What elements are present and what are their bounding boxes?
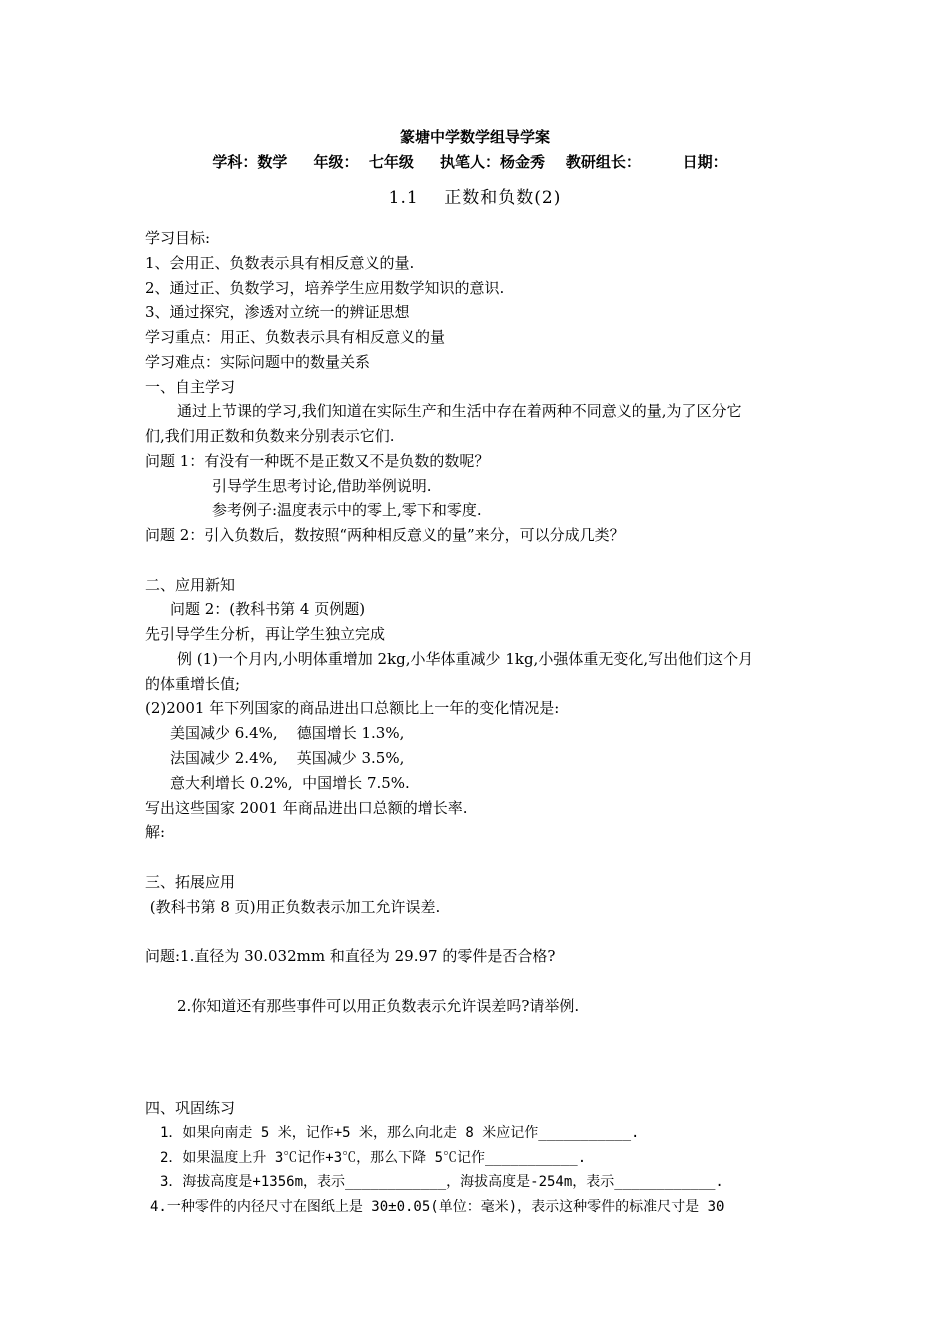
section1-hint1: 引导学生思考讨论,借助举例说明. <box>212 477 432 495</box>
section4-heading: 四、巩固练习 <box>145 1099 236 1117</box>
section2-ask: 写出这些国家 2001 年商品进出口总额的增长率. <box>145 799 468 817</box>
section2-question2: 问题 2：(教科书第 4 页例题) <box>170 600 366 618</box>
section2-guide: 先引导学生分析，再让学生独立完成 <box>145 625 386 643</box>
exercise-2: 2．如果温度上升 3℃记作+3℃，那么下降 5℃记作___________. <box>160 1150 587 1166</box>
objective-item-1: 1、会用正、负数表示具有相反意义的量. <box>145 254 415 272</box>
section2-row3: 意大利增长 0.2%, 中国增长 7.5%. <box>170 774 410 792</box>
section2-row1: 美国减少 6.4%, 德国增长 1.3%, <box>170 724 405 742</box>
objective-item-3: 3、通过探究，渗透对立统一的辨证思想 <box>145 303 410 321</box>
section1-question2: 问题 2：引入负数后，数按照“两种相反意义的量”来分，可以分成几类？ <box>145 526 625 544</box>
section2-answer: 解: <box>145 823 166 841</box>
section3-question2: 2.你知道还有那些事件可以用正负数表示允许误差吗?请举例. <box>177 997 580 1015</box>
section2-example2: (2)2001 年下列国家的商品进出口总额比上一年的变化情况是: <box>145 699 560 717</box>
section2-example1-line1: 例 (1)一个月内,小明体重增加 2kg,小华体重减少 1kg,小强体重无变化,写出他们这个月 <box>177 650 754 668</box>
objective-item-2: 2、通过正、负数学习，培养学生应用数学知识的意识. <box>145 279 505 297</box>
section1-paragraph-line1: 通过上节课的学习,我们知道在实际生产和生活中存在着两种不同意义的量,为了区分它 <box>177 402 742 420</box>
exercise-4: 4.一种零件的内径尺寸在图纸上是 30±0.05(单位：毫米)，表示这种零件的标准尺寸是 30 <box>150 1199 725 1215</box>
section1-hint2: 参考例子:温度表示中的零上,零下和零度. <box>212 501 482 519</box>
section3-reference: (教科书第 8 页)用正负数表示加工允许误差. <box>145 898 441 916</box>
section1-heading: 一、自主学习 <box>145 378 236 396</box>
section2-heading: 二、应用新知 <box>145 576 236 594</box>
section2-example1-line2: 的体重增长值; <box>145 675 241 693</box>
difficulty: 学习难点：实际问题中的数量关系 <box>145 353 371 371</box>
key-point: 学习重点：用正、负数表示具有相反意义的量 <box>145 328 446 346</box>
exercise-3: 3．海拔高度是+1356m，表示____________，海拔高度是-254m，表示____________. <box>160 1174 724 1190</box>
section3-heading: 三、拓展应用 <box>145 873 236 891</box>
lesson-title: 1.1 正数和负数(2) <box>388 188 562 208</box>
section1-question1: 问题 1：有没有一种既不是正数又不是负数的数呢？ <box>145 452 490 470</box>
section2-row2: 法国减少 2.4%, 英国减少 3.5%, <box>170 749 405 767</box>
document-title: 篆塘中学数学组导学案 <box>399 128 550 146</box>
exercise-1: 1．如果向南走 5 米，记作+5 米，那么向北走 8 米应记作___________. <box>160 1125 640 1141</box>
section1-paragraph-line2: 们,我们用正数和负数来分别表示它们. <box>145 427 395 445</box>
section3-question1: 问题:1.直径为 30.032mm 和直径为 29.97 的零件是否合格? <box>145 947 556 965</box>
document-meta: 学科：数学 年级： 七年级 执笔人：杨金秀 教研组长： 日期： <box>212 153 728 171</box>
objectives-heading: 学习目标: <box>145 229 211 247</box>
